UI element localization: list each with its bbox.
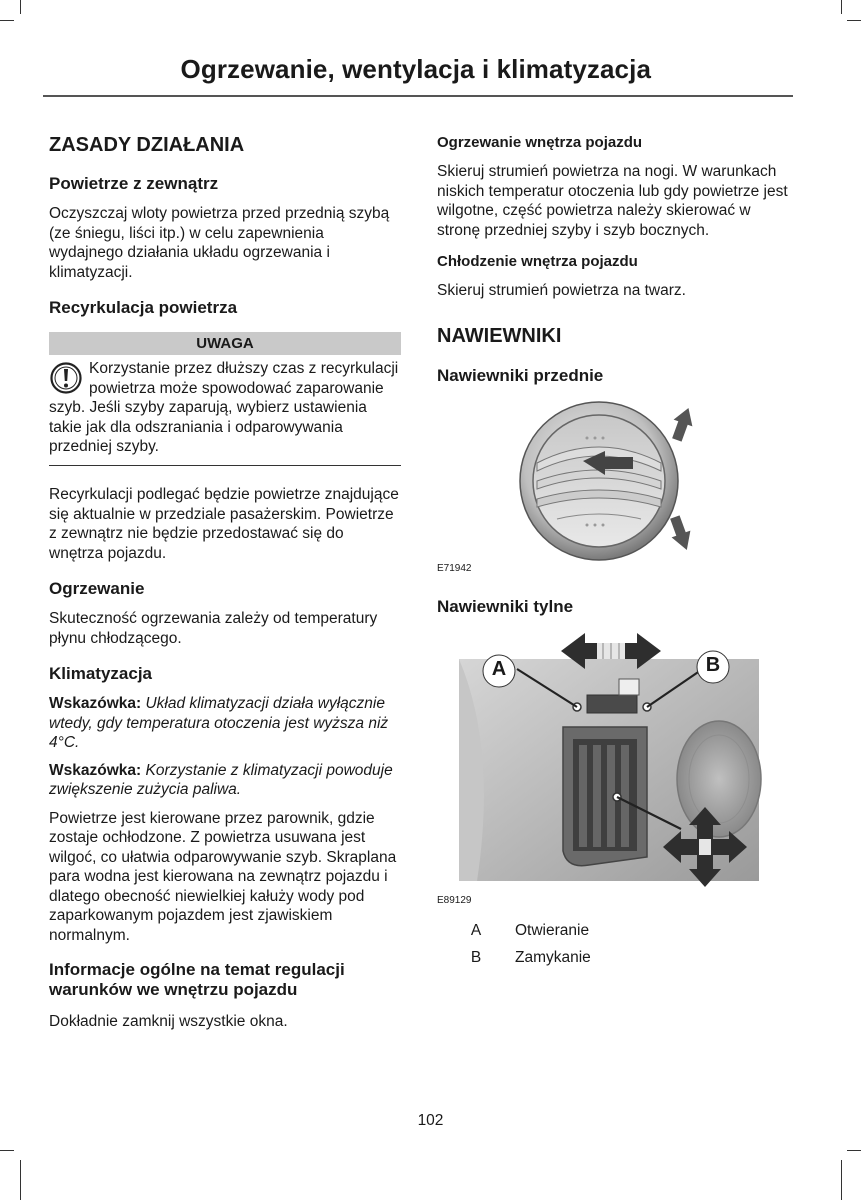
rear-vent-figure: [437, 629, 793, 889]
heading-front-vents: Nawiewniki przednie: [437, 365, 604, 385]
text-recirculation: Recyrkulacji podlegać będzie powietrze znajdujące się aktualnie w przedziale pasażerskim. Powietrze z zewnątrz nie będzie przedostawać się do wnętrza pojazdu.: [49, 486, 399, 562]
crop-mark: [20, 1160, 21, 1200]
heading-rear-vents: Nawiewniki tylne: [437, 596, 574, 616]
heading-air-conditioning: Klimatyzacja: [49, 664, 152, 683]
label-b: B: [705, 653, 721, 676]
legend-value: Otwieranie: [515, 921, 590, 939]
legend-row: [437, 922, 793, 940]
front-vent-illustration: [437, 401, 793, 561]
crop-mark: [841, 0, 842, 14]
warning-header: UWAGA: [49, 332, 401, 355]
legend-key: A: [470, 921, 482, 939]
page-number: 102: [417, 1112, 444, 1129]
exclamation-icon: [49, 361, 83, 395]
text-air-conditioning: Powietrze jest kierowane przez parownik, gdzie zostaje ochłodzone. Z powietrza usuwana jest wilgoć, co ułatwia odparowywanie szyb. Skraplana para wodna jest kierowana na zewnątrz pojazdu i dlatego obecność niewielkiej kałuży wody pod zaparkowanym pojazdem jest zjawiskiem normalnym.: [49, 809, 397, 944]
legend-value: Zamykanie: [515, 948, 591, 966]
note-fuel-consumption: [49, 761, 401, 800]
text-heating: Skuteczność ogrzewania zależy od temperatury płynu chłodzącego.: [49, 610, 378, 647]
front-vent-figure: [437, 401, 793, 561]
legend-list: [437, 922, 793, 967]
note-text: Układ klimatyzacji działa wyłącznie wtedy, gdy temperatura otoczenia jest wyższa niż 4°C.: [49, 695, 389, 751]
figure-id-rear: E89129: [437, 894, 472, 906]
title-divider: [43, 95, 793, 97]
figure-id-front: E71942: [437, 562, 472, 574]
text-general-info: Dokładnie zamknij wszystkie okna.: [49, 1013, 288, 1030]
heading-heat-interior: Ogrzewanie wnętrza pojazdu: [437, 134, 643, 151]
crop-mark: [20, 0, 21, 14]
page-title: Ogrzewanie, wentylacja i klimatyzacja: [180, 54, 651, 84]
legend-key: B: [470, 948, 482, 966]
text-cool-interior: Skieruj strumień powietrza na twarz.: [437, 282, 686, 299]
section-title-principles: ZASADY DZIAŁANIA: [49, 134, 245, 156]
note-text: Korzystanie z klimatyzacji powoduje zwiększenie zużycia paliwa.: [49, 761, 393, 798]
warning-divider: [49, 465, 401, 467]
text-heat-interior: Skieruj strumień powietrza na nogi. W warunkach niskich temperatur otoczenia lub gdy powietrze jest wilgotne, część powietrza należy skierować w stronę przedniej szyby i szyb bocznych.: [437, 163, 788, 239]
note-ac-operation: [49, 694, 401, 753]
label-a: A: [491, 657, 507, 680]
crop-mark: [841, 1160, 842, 1200]
crop-mark: [0, 1150, 14, 1151]
left-column: [49, 126, 401, 1032]
heading-general-info: Informacje ogólne na temat regulacji warunków we wnętrzu pojazdu: [49, 960, 345, 999]
heading-outside-air: Powietrze z zewnątrz: [49, 174, 219, 193]
crop-mark: [0, 20, 14, 21]
warning-text: Korzystanie przez dłuższy czas z recyrkulacji powietrza może spowodować zaparowanie szyb. Jeśli szyby zaparują, wybierz ustawienia takie jak dla odszraniania i odparowywania przedniej szyby.: [49, 360, 399, 455]
text-outside-air: Oczyszczaj wloty powietrza przed przednią szybą (ze śniegu, liści itp.) w celu zapewnienia wydajnego działania układu ogrzewania i klimatyzacji.: [49, 205, 390, 281]
crop-mark: [847, 1150, 861, 1151]
legend-row: [437, 949, 793, 967]
right-column: [437, 126, 793, 967]
crop-mark: [847, 20, 861, 21]
warning-box: [49, 359, 401, 465]
heading-cool-interior: Chłodzenie wnętrza pojazdu: [437, 253, 638, 270]
heading-heating: Ogrzewanie: [49, 579, 145, 598]
heading-recirculation: Recyrkulacja powietrza: [49, 298, 238, 317]
note-label: Wskazówka:: [49, 761, 142, 779]
note-label: Wskazówka:: [49, 695, 142, 712]
section-title-vents: NAWIEWNIKI: [437, 324, 562, 347]
